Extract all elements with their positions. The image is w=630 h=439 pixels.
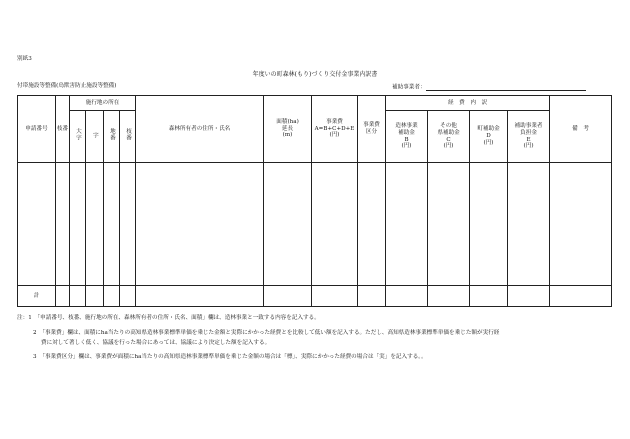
operator-blank (426, 84, 586, 91)
note-2: 2 「事業費」欄は、面積にha当たりの高知県造林事業標準単価を乗じた金額と実際にかかった経費とを比較して低い額を記入する。ただし、高知県造林事業標準単価を乗じた額が実行経 (33, 330, 500, 336)
project-category: 付帯施設等整備(鳥獣害防止施設等整備) (17, 83, 117, 89)
col-afforestation-subsidy: 造林事業 補助金 B (円) (386, 111, 428, 163)
total-row (18, 286, 612, 307)
operator-label: 補助事業者： (392, 84, 426, 91)
col-application-no: 申請番号 (18, 96, 56, 163)
breakdown-table (17, 95, 612, 307)
col-project-cost: 事業費 A=B+C+D+E (円) (312, 96, 358, 163)
col-chiban: 地番 (104, 111, 120, 163)
col-breakdown-group: 経 費 内 訳 (386, 96, 550, 111)
attachment-label: 別紙3 (17, 56, 32, 62)
col-other-pref-subsidy: その他 県補助金 C (円) (428, 111, 470, 163)
col-branch-no: 枝番 (56, 96, 70, 163)
operator-field (392, 84, 586, 91)
note-1: 注：1 「申請番号、枝番、施行地の所在、森林所有者の住所・氏名、面積」欄は、造林事業と一致する内容を記入する。 (17, 315, 320, 321)
col-oaza: 大字 (70, 111, 86, 163)
note-2-cont: 費に対して著しく低く、協議を行った場合にあっては、協議により決定した額を記入する。 (41, 340, 271, 346)
total-label: 計 (18, 286, 56, 307)
document-title: 年度いの町森林(もり)づくり交付金事業内訳書 (252, 71, 378, 78)
col-town-subsidy: 町補助金 D (円) (470, 111, 508, 163)
note-3: 3 「事業費区分」欄は、事業費が面積にha当たりの高知県造林事業標準単価を乗じた金額の場合は「標」、実際にかかった経費の場合は「実」を記入する。。 (33, 354, 427, 360)
col-remarks: 備 考 (550, 96, 612, 163)
col-owner: 森林所有者の住所・氏名 (136, 96, 264, 163)
table-row (18, 163, 612, 286)
col-operator-burden: 補助事業者 負担金 E (円) (508, 111, 550, 163)
col-area: 面積(ha) 延長 (m) (264, 96, 312, 163)
col-aza: 字 (86, 111, 104, 163)
col-cost-category: 事業費 区分 (358, 96, 386, 163)
col-edaban: 枝番 (120, 111, 136, 163)
col-location-group: 施行地の所在 (70, 96, 136, 111)
